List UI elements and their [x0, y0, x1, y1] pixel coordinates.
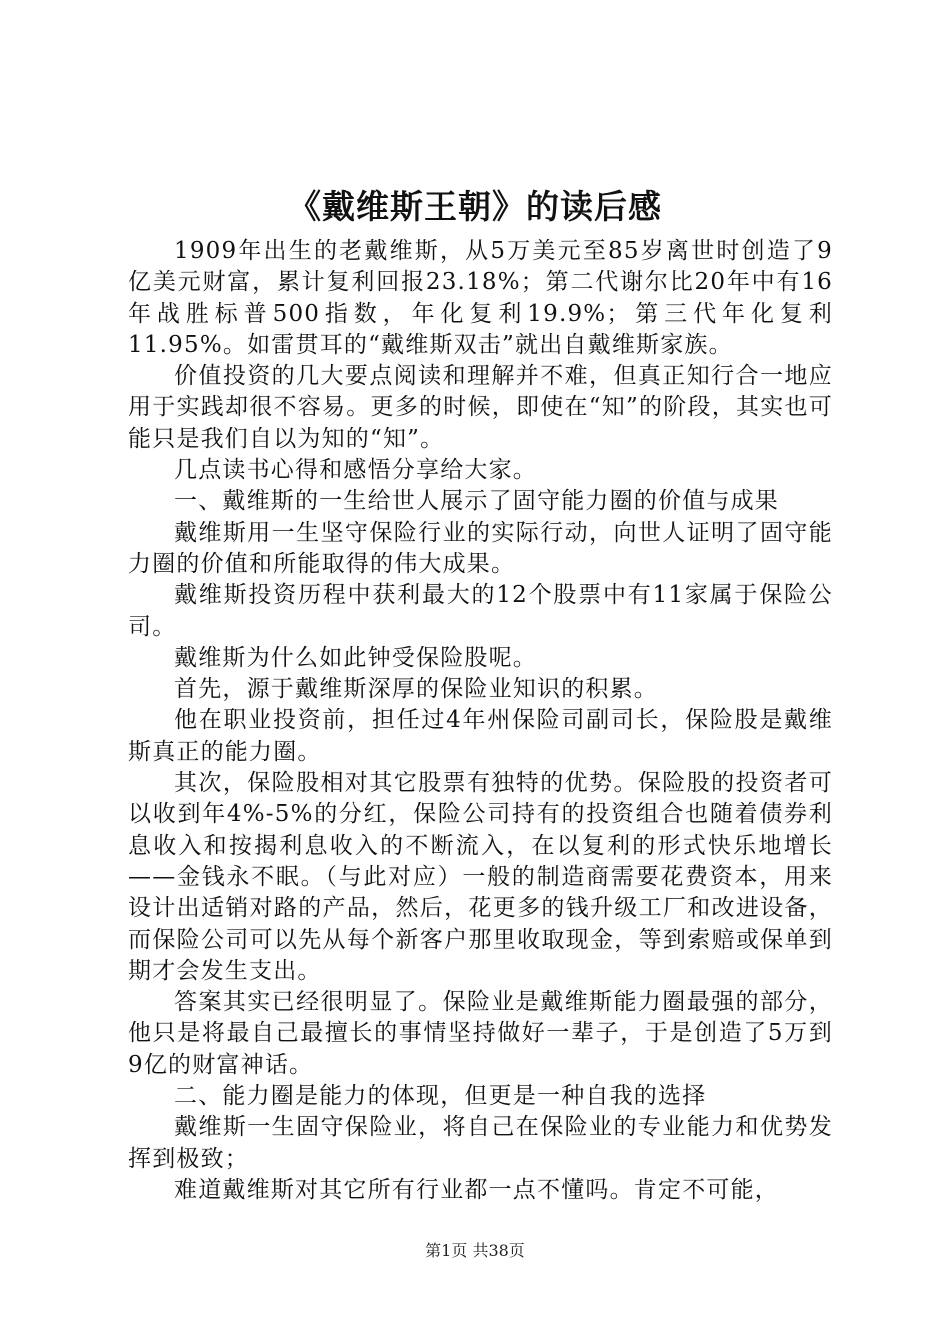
paragraph: 戴维斯投资历程中获利最大的12个股票中有11家属于保险公司。: [128, 582, 833, 640]
paragraph: 1909年出生的老戴维斯，从5万美元至85岁离世时创造了9亿美元财富，累计复利回报23.18%；第二代谢尔比20年中有16年战胜标普500指数，年化复利19.9%；第三代年化复利11.95%。如雷贯耳的“戴维斯双击”就出自戴维斯家族。: [128, 238, 833, 358]
page-number-footer: 第1页 共38页: [425, 1241, 525, 1260]
paragraph: 其次，保险股相对其它股票有独特的优势。保险股的投资者可以收到年4%-5%的分红，保险公司持有的投资组合也随着债券利息收入和按揭利息收入的不断流入，在以复利的形式快乐地增长——金钱永不眠。（与此对应）一般的制造商需要花费资本，用来设计出适销对路的产品，然后，花更多的钱升级工厂和改进设备，而保险公司可以先从每个新客户那里收取现金，等到索赔或保单到期才会发生支出。: [128, 770, 833, 984]
paragraph: 几点读书心得和感悟分享给大家。: [174, 457, 537, 484]
paragraph: 戴维斯一生固守保险业，将自己在保险业的专业能力和优势发挥到极致；: [128, 1114, 833, 1172]
paragraph: 答案其实已经很明显了。保险业是戴维斯能力圈最强的部分，他只是将最自己最擅长的事情坚持做好一辈子，于是创造了5万到9亿的财富神话。: [128, 989, 833, 1078]
paragraph: 他在职业投资前，担任过4年州保险司副司长，保险股是戴维斯真正的能力圈。: [128, 707, 833, 765]
paragraph: 戴维斯为什么如此钟受保险股呢。: [174, 644, 537, 671]
section-heading: 二、能力圈是能力的体现，但更是一种自我的选择: [174, 1083, 707, 1110]
paragraph: 戴维斯用一生坚守保险行业的实际行动，向世人证明了固守能力圈的价值和所能取得的伟大成果。: [128, 519, 833, 577]
paragraph: 首先，源于戴维斯深厚的保险业知识的积累。: [174, 676, 658, 703]
paragraph: 难道戴维斯对其它所有行业都一点不懂吗。肯定不可能，: [174, 1176, 779, 1203]
section-heading: 一、戴维斯的一生给世人展示了固守能力圈的价值与成果: [174, 488, 779, 515]
document-body: [128, 236, 833, 1206]
document-title: 《戴维斯王朝》的读后感: [288, 187, 662, 226]
paragraph: 价值投资的几大要点阅读和理解并不难，但真正知行合一地应用于实践却很不容易。更多的时候，即使在“知”的阶段，其实也可能只是我们自以为知的“知”。: [128, 363, 833, 452]
